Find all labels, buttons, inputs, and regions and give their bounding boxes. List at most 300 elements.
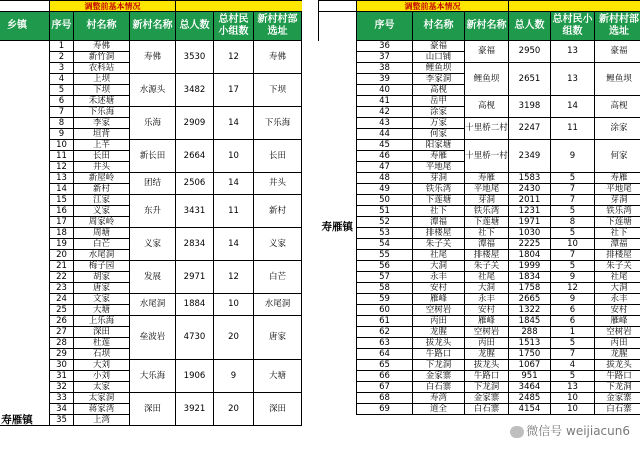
column-header: 新村村部选址 bbox=[595, 12, 640, 41]
population: 2665 bbox=[509, 294, 551, 305]
new-village-name: 永丰 bbox=[465, 294, 509, 305]
hq-site: 社尾 bbox=[595, 272, 640, 283]
group-count: 10 bbox=[214, 294, 254, 316]
table-row bbox=[319, 349, 640, 360]
row-index: 22 bbox=[50, 272, 74, 283]
village-name: 长田 bbox=[74, 151, 130, 162]
population: 1758 bbox=[509, 283, 551, 294]
village-name: 何家 bbox=[413, 129, 465, 140]
row-index: 58 bbox=[357, 283, 413, 294]
row-index: 9 bbox=[50, 129, 74, 140]
new-village-name: 义家 bbox=[130, 228, 176, 261]
hq-site: 大塘 bbox=[254, 360, 302, 393]
village-name: 芽洞 bbox=[413, 173, 465, 184]
village-name: 义家 bbox=[74, 206, 130, 217]
hq-site: 潭福 bbox=[595, 239, 640, 250]
row-index: 51 bbox=[357, 206, 413, 217]
hq-site: 下龙洞 bbox=[595, 382, 640, 393]
new-village-name: 豪福 bbox=[465, 41, 509, 63]
row-index: 54 bbox=[357, 239, 413, 250]
table-row bbox=[319, 261, 640, 272]
population: 1906 bbox=[176, 360, 214, 393]
village-name: 杜莲 bbox=[74, 338, 130, 349]
village-name: 铁乐湾 bbox=[413, 184, 465, 195]
group-count: 9 bbox=[551, 272, 595, 283]
village-name: 金家寨 bbox=[413, 371, 465, 382]
village-name: 岳甲 bbox=[413, 96, 465, 107]
new-village-name: 寿雁 bbox=[465, 173, 509, 184]
village-name: 井头 bbox=[74, 162, 130, 173]
header-row bbox=[319, 12, 640, 41]
table-row bbox=[319, 360, 640, 371]
new-village-name: 东升 bbox=[130, 195, 176, 228]
row-index: 25 bbox=[50, 305, 74, 316]
title-spacer bbox=[0, 1, 50, 12]
new-village-name: 团结 bbox=[130, 173, 176, 195]
row-index: 40 bbox=[357, 85, 413, 96]
town-name: 寿雁镇 bbox=[319, 41, 357, 415]
new-village-name: 雁峰 bbox=[465, 316, 509, 327]
row-index: 26 bbox=[50, 316, 74, 327]
row-index: 12 bbox=[50, 162, 74, 173]
new-village-name: 十里桥一村 bbox=[465, 140, 509, 173]
village-name: 雁峰 bbox=[413, 294, 465, 305]
row-index: 23 bbox=[50, 283, 74, 294]
table-row bbox=[319, 217, 640, 228]
table-row bbox=[319, 195, 640, 206]
hq-site: 下莲塘 bbox=[595, 217, 640, 228]
group-count: 7 bbox=[551, 195, 595, 206]
hq-site: 新村 bbox=[254, 195, 302, 228]
row-index: 57 bbox=[357, 272, 413, 283]
row-index: 15 bbox=[50, 195, 74, 206]
new-village-name: 大乐海 bbox=[130, 360, 176, 393]
group-count: 12 bbox=[551, 283, 595, 294]
row-index: 38 bbox=[357, 63, 413, 74]
title-spacer bbox=[319, 1, 357, 12]
village-name: 农科站 bbox=[74, 63, 130, 74]
village-name: 小刘 bbox=[74, 371, 130, 382]
town-name: 寿雁镇 bbox=[0, 41, 50, 426]
village-name: 龙腥 bbox=[413, 327, 465, 338]
row-index: 64 bbox=[357, 349, 413, 360]
column-header: 村名称 bbox=[413, 12, 465, 41]
new-village-name: 排楼屋 bbox=[465, 250, 509, 261]
row-index: 52 bbox=[357, 217, 413, 228]
village-name: 社尾 bbox=[413, 250, 465, 261]
hq-site: 下坝 bbox=[254, 74, 302, 107]
village-name: 道全 bbox=[413, 404, 465, 415]
new-village-name: 乐海 bbox=[130, 107, 176, 140]
row-index: 41 bbox=[357, 96, 413, 107]
table-row bbox=[319, 283, 640, 294]
table-row bbox=[319, 173, 640, 184]
population: 1845 bbox=[509, 316, 551, 327]
group-count: 9 bbox=[551, 294, 595, 305]
new-village-name: 牛路口 bbox=[465, 371, 509, 382]
group-count: 7 bbox=[551, 349, 595, 360]
village-name: 拔龙头 bbox=[413, 338, 465, 349]
row-index: 7 bbox=[50, 107, 74, 118]
row-index: 59 bbox=[357, 294, 413, 305]
village-name: 涂家 bbox=[413, 107, 465, 118]
right-village-table bbox=[318, 0, 640, 415]
village-name: 石坝 bbox=[74, 349, 130, 360]
table-row bbox=[319, 316, 640, 327]
population: 2430 bbox=[509, 184, 551, 195]
village-name: 寿湾 bbox=[413, 393, 465, 404]
header-blank bbox=[319, 12, 357, 41]
population: 2247 bbox=[509, 118, 551, 140]
row-index: 43 bbox=[357, 118, 413, 129]
table-row bbox=[319, 305, 640, 316]
table-row bbox=[319, 140, 640, 151]
row-index: 35 bbox=[50, 415, 74, 426]
table-row bbox=[319, 327, 640, 338]
hq-site: 空树岩 bbox=[595, 327, 640, 338]
hq-site: 雁峰 bbox=[595, 316, 640, 327]
population: 1322 bbox=[509, 305, 551, 316]
row-index: 14 bbox=[50, 184, 74, 195]
population: 3464 bbox=[509, 382, 551, 393]
village-name: 寿佛 bbox=[74, 41, 130, 52]
table-title: 调整前基本情况 bbox=[357, 1, 509, 12]
population: 288 bbox=[509, 327, 551, 338]
group-count: 10 bbox=[551, 404, 595, 415]
village-name: 李家 bbox=[74, 118, 130, 129]
population: 4730 bbox=[176, 316, 214, 360]
hq-site: 深田 bbox=[254, 393, 302, 426]
row-index: 18 bbox=[50, 228, 74, 239]
new-village-name: 水源头 bbox=[130, 74, 176, 107]
column-header: 总人数 bbox=[509, 12, 551, 41]
hq-site: 白芒 bbox=[254, 261, 302, 294]
column-header: 总村民小组数 bbox=[214, 12, 254, 41]
village-name: 下坝 bbox=[74, 85, 130, 96]
population: 1231 bbox=[509, 206, 551, 217]
new-village-name: 安村 bbox=[465, 305, 509, 316]
group-count: 11 bbox=[551, 118, 595, 140]
hq-site: 长田 bbox=[254, 140, 302, 173]
column-header: 新村名称 bbox=[130, 12, 176, 41]
village-name: 文家 bbox=[74, 294, 130, 305]
new-village-name: 朱子关 bbox=[465, 261, 509, 272]
row-index: 1 bbox=[50, 41, 74, 52]
row-index: 28 bbox=[50, 338, 74, 349]
village-name: 永丰 bbox=[413, 272, 465, 283]
row-index: 17 bbox=[50, 217, 74, 228]
population: 3198 bbox=[509, 96, 551, 118]
row-index: 11 bbox=[50, 151, 74, 162]
new-village-name: 下莲塘 bbox=[465, 217, 509, 228]
hq-site: 排楼屋 bbox=[595, 250, 640, 261]
village-name: 新屋岭 bbox=[74, 173, 130, 184]
village-name: 周塘 bbox=[74, 228, 130, 239]
row-index: 42 bbox=[357, 107, 413, 118]
new-village-name: 拔龙头 bbox=[465, 360, 509, 371]
new-village-name: 发展 bbox=[130, 261, 176, 294]
table-row bbox=[319, 184, 640, 195]
population: 4154 bbox=[509, 404, 551, 415]
table-row bbox=[319, 239, 640, 250]
row-index: 67 bbox=[357, 382, 413, 393]
population: 1804 bbox=[509, 250, 551, 261]
hq-site: 涂家 bbox=[595, 118, 640, 140]
population: 1884 bbox=[176, 294, 214, 316]
row-index: 49 bbox=[357, 184, 413, 195]
group-count: 14 bbox=[214, 107, 254, 140]
new-village-name: 铁乐湾 bbox=[465, 206, 509, 217]
group-count: 6 bbox=[551, 316, 595, 327]
population: 3431 bbox=[176, 195, 214, 228]
group-count: 5 bbox=[551, 338, 595, 349]
population: 3530 bbox=[176, 41, 214, 74]
group-count: 7 bbox=[551, 184, 595, 195]
population: 2225 bbox=[509, 239, 551, 250]
population: 2506 bbox=[176, 173, 214, 195]
village-name: 朱子关 bbox=[413, 239, 465, 250]
row-index: 33 bbox=[50, 393, 74, 404]
row-index: 62 bbox=[357, 327, 413, 338]
hq-site: 鲤鱼坝 bbox=[595, 63, 640, 96]
header-row bbox=[0, 12, 302, 41]
population: 1067 bbox=[509, 360, 551, 371]
row-index: 69 bbox=[357, 404, 413, 415]
group-count: 13 bbox=[551, 41, 595, 63]
village-name: 牛路口 bbox=[413, 349, 465, 360]
group-count: 7 bbox=[551, 250, 595, 261]
row-index: 5 bbox=[50, 85, 74, 96]
new-village-name: 高枧 bbox=[465, 96, 509, 118]
population: 2950 bbox=[509, 41, 551, 63]
hq-site: 龙腥 bbox=[595, 349, 640, 360]
row-index: 53 bbox=[357, 228, 413, 239]
group-count: 13 bbox=[551, 63, 595, 96]
row-index: 36 bbox=[357, 41, 413, 52]
hq-site: 拔龙头 bbox=[595, 360, 640, 371]
row-index: 55 bbox=[357, 250, 413, 261]
village-name: 上芊 bbox=[74, 140, 130, 151]
population: 2971 bbox=[176, 261, 214, 294]
group-count: 8 bbox=[551, 217, 595, 228]
table-row bbox=[319, 228, 640, 239]
title-fill bbox=[509, 1, 640, 12]
row-index: 29 bbox=[50, 349, 74, 360]
table-row bbox=[319, 96, 640, 107]
hq-site: 寿雁 bbox=[595, 173, 640, 184]
row-index: 32 bbox=[50, 382, 74, 393]
population: 1971 bbox=[509, 217, 551, 228]
table-row bbox=[319, 206, 640, 217]
population: 1834 bbox=[509, 272, 551, 283]
hq-site: 牛路口 bbox=[595, 371, 640, 382]
row-index: 46 bbox=[357, 151, 413, 162]
village-name: 鲤鱼坝 bbox=[413, 63, 465, 74]
left-village-table bbox=[0, 0, 302, 426]
village-name: 胡家 bbox=[74, 272, 130, 283]
village-name: 白芒 bbox=[74, 239, 130, 250]
table-row bbox=[319, 41, 640, 52]
village-name: 排楼屋 bbox=[413, 228, 465, 239]
village-name: 大洞 bbox=[413, 261, 465, 272]
row-index: 60 bbox=[357, 305, 413, 316]
group-count: 4 bbox=[551, 360, 595, 371]
title-fill bbox=[176, 1, 302, 12]
village-name: 新竹洞 bbox=[74, 52, 130, 63]
village-name: 山口铺 bbox=[413, 52, 465, 63]
hq-site: 朱子关 bbox=[595, 261, 640, 272]
row-index: 63 bbox=[357, 338, 413, 349]
hq-site: 何家 bbox=[595, 140, 640, 173]
village-name: 垣背 bbox=[74, 129, 130, 140]
village-name: 阳家塘 bbox=[413, 140, 465, 151]
village-name: 下龙洞 bbox=[413, 360, 465, 371]
village-name: 梅子园 bbox=[74, 261, 130, 272]
population: 2909 bbox=[176, 107, 214, 140]
row-index: 16 bbox=[50, 206, 74, 217]
village-name: 李家洞 bbox=[413, 74, 465, 85]
village-name: 上乐海 bbox=[74, 316, 130, 327]
hq-site: 义家 bbox=[254, 228, 302, 261]
group-count: 14 bbox=[551, 96, 595, 118]
group-count: 10 bbox=[214, 140, 254, 173]
group-count: 20 bbox=[214, 316, 254, 360]
village-name: 社下 bbox=[413, 206, 465, 217]
hq-site: 井头 bbox=[254, 173, 302, 195]
row-index: 66 bbox=[357, 371, 413, 382]
hq-site: 下乐海 bbox=[254, 107, 302, 140]
group-count: 17 bbox=[214, 74, 254, 107]
population: 1513 bbox=[509, 338, 551, 349]
row-index: 31 bbox=[50, 371, 74, 382]
column-header: 总人数 bbox=[176, 12, 214, 41]
row-index: 45 bbox=[357, 140, 413, 151]
population: 1750 bbox=[509, 349, 551, 360]
row-index: 27 bbox=[50, 327, 74, 338]
row-index: 61 bbox=[357, 316, 413, 327]
row-index: 2 bbox=[50, 52, 74, 63]
row-index: 65 bbox=[357, 360, 413, 371]
village-name: 寿雁 bbox=[413, 151, 465, 162]
row-index: 20 bbox=[50, 250, 74, 261]
title-row bbox=[319, 1, 640, 12]
group-count: 20 bbox=[214, 393, 254, 426]
group-count: 14 bbox=[214, 173, 254, 195]
group-count: 10 bbox=[551, 393, 595, 404]
new-village-name: 新长田 bbox=[130, 140, 176, 173]
population: 2349 bbox=[509, 140, 551, 173]
table-row bbox=[0, 41, 302, 52]
row-index: 19 bbox=[50, 239, 74, 250]
village-name: 深田 bbox=[74, 327, 130, 338]
table-row bbox=[319, 338, 640, 349]
hq-site: 大洞 bbox=[595, 283, 640, 294]
row-index: 47 bbox=[357, 162, 413, 173]
group-count: 6 bbox=[551, 305, 595, 316]
row-index: 24 bbox=[50, 294, 74, 305]
hq-site: 安村 bbox=[595, 305, 640, 316]
new-village-name: 龙腥 bbox=[465, 349, 509, 360]
row-index: 3 bbox=[50, 63, 74, 74]
header-town: 乡镇 bbox=[0, 12, 50, 41]
wechat-icon bbox=[510, 426, 524, 438]
new-village-name: 潭福 bbox=[465, 239, 509, 250]
hq-site: 唐家 bbox=[254, 316, 302, 360]
village-name: 下莲塘 bbox=[413, 195, 465, 206]
new-village-name: 空树岩 bbox=[465, 327, 509, 338]
village-name: 蒋家湾 bbox=[74, 404, 130, 415]
village-name: 江家 bbox=[74, 195, 130, 206]
group-count: 5 bbox=[551, 371, 595, 382]
group-count: 9 bbox=[551, 140, 595, 173]
group-count: 9 bbox=[214, 360, 254, 393]
group-count: 12 bbox=[214, 41, 254, 74]
row-index: 4 bbox=[50, 74, 74, 85]
row-index: 30 bbox=[50, 360, 74, 371]
title-row bbox=[0, 1, 302, 12]
table-row bbox=[319, 118, 640, 129]
village-name: 上坝 bbox=[74, 74, 130, 85]
table-row bbox=[319, 382, 640, 393]
group-count: 5 bbox=[551, 228, 595, 239]
row-index: 68 bbox=[357, 393, 413, 404]
row-index: 6 bbox=[50, 96, 74, 107]
village-name: 丙田 bbox=[413, 316, 465, 327]
group-count: 5 bbox=[551, 261, 595, 272]
row-index: 50 bbox=[357, 195, 413, 206]
hq-site: 永丰 bbox=[595, 294, 640, 305]
village-name: 太家洞 bbox=[74, 393, 130, 404]
column-header: 序号 bbox=[357, 12, 413, 41]
population: 2011 bbox=[509, 195, 551, 206]
population: 2834 bbox=[176, 228, 214, 261]
village-name: 平地尾 bbox=[413, 162, 465, 173]
row-index: 8 bbox=[50, 118, 74, 129]
table-row bbox=[319, 272, 640, 283]
column-header: 村名称 bbox=[74, 12, 130, 41]
village-name: 高枧 bbox=[413, 85, 465, 96]
population: 1999 bbox=[509, 261, 551, 272]
population: 3482 bbox=[176, 74, 214, 107]
table-row bbox=[319, 371, 640, 382]
hq-site: 丙田 bbox=[595, 338, 640, 349]
column-header: 新村村部选址 bbox=[254, 12, 302, 41]
hq-site: 金家寨 bbox=[595, 393, 640, 404]
hq-site: 社下 bbox=[595, 228, 640, 239]
row-index: 10 bbox=[50, 140, 74, 151]
new-village-name: 社下 bbox=[465, 228, 509, 239]
village-name: 太家 bbox=[74, 382, 130, 393]
village-name: 白石寨 bbox=[413, 382, 465, 393]
new-village-name: 白石寨 bbox=[465, 404, 509, 415]
row-index: 56 bbox=[357, 261, 413, 272]
table-row bbox=[319, 63, 640, 74]
population: 2485 bbox=[509, 393, 551, 404]
village-name: 下乐海 bbox=[74, 107, 130, 118]
new-village-name: 垒波岩 bbox=[130, 316, 176, 360]
new-village-name: 金家寨 bbox=[465, 393, 509, 404]
new-village-name: 社尾 bbox=[465, 272, 509, 283]
population: 2651 bbox=[509, 63, 551, 96]
table-title: 调整前基本情况 bbox=[50, 1, 176, 12]
column-header: 总村民小组数 bbox=[551, 12, 595, 41]
village-name: 空树岩 bbox=[413, 305, 465, 316]
new-village-name: 下龙洞 bbox=[465, 382, 509, 393]
table-row bbox=[319, 250, 640, 261]
row-index: 48 bbox=[357, 173, 413, 184]
village-name: 大塘 bbox=[74, 305, 130, 316]
group-count: 1 bbox=[551, 327, 595, 338]
